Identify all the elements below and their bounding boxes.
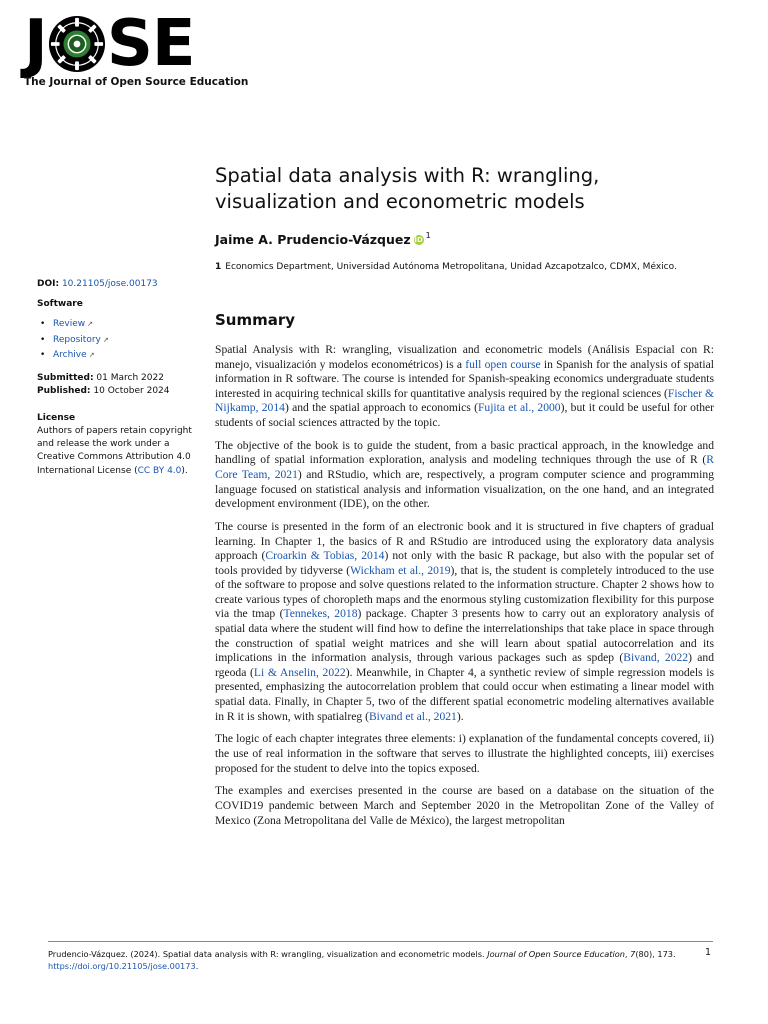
author-line (215, 232, 431, 247)
paper-title: Spatial data analysis with R: wrangling, visualization and econometric models (215, 164, 600, 213)
citation-link[interactable]: Bivand et al., 2021 (368, 709, 457, 723)
citation-link[interactable]: Fischer & Nijkamp, 2014 (215, 386, 715, 415)
sidebar (37, 278, 207, 478)
doi-label: DOI: (37, 279, 60, 289)
license-label: License (37, 412, 76, 423)
list-item (53, 348, 207, 364)
paragraph: The examples and exercises presented in the course are based on a database on the situation of the COVID19 pandemic between March and September 2020 in the Metropolitan Zone of the Valley of Mexico (Zona Metropolitana del Valle de México), the largest metropolitan (215, 784, 714, 827)
paragraph: The logic of each chapter integrates three elements: i) explanation of the fundamental concepts covered, ii) the use of real information in the software that serves to illustrate the highlighted concepts, iii) exercises proposed for the student to delve into the topics exposed. (215, 732, 714, 775)
summary-body (215, 343, 714, 836)
footer-divider (48, 941, 713, 942)
citation-link[interactable]: Tennekes, 2018 (283, 607, 358, 621)
dates (37, 372, 207, 398)
citation-link[interactable]: Croarkin & Tobias, 2014 (265, 549, 385, 563)
license-link[interactable]: CC BY 4.0 (137, 465, 182, 476)
citation-link[interactable]: full open course (465, 357, 541, 371)
paragraph: The objective of the book is to guide the student, from a basic practical approach, in the knowledge and handling of spatial information exploration, analysis and modeling techniques through the use of R (R Core Team, 2021) and RStudio, which are, respectively, a program computer science and programming language focused on statistical analysis and information visualization, on the one hand, and an integrated development environment (IDE), on the other. (215, 438, 714, 511)
author-affiliation-marker: 1 (425, 231, 431, 240)
paragraph: Spatial Analysis with R: wrangling, visualization and econometric models (Análisis Espacial con R: manejo, visualización y modelos econométricos) is a full open course in Spanish for the analysis of spatial information in R software. The course is intended for Spanish-speaking economics undergraduate students interested in acquiring technical skills for quantitative analysis required by the regional sciences (Fischer & Nijkamp, 2014) and the spatial approach to economics (Fujita et al., 2000), but it could be useful for other students of social sciences attracted by the topic. (215, 343, 715, 429)
section-heading-summary: Summary (215, 311, 296, 329)
software-links (37, 317, 207, 364)
footer-volume: 7 (630, 949, 636, 959)
footer-doi-link[interactable]: https://doi.org/10.21105/jose.00173 (48, 961, 196, 971)
doi-row (37, 278, 207, 291)
orcid-icon[interactable]: iD (414, 235, 423, 244)
logo-letters-se: SE (106, 7, 195, 81)
external-link-icon: ↗ (88, 351, 95, 359)
author-name[interactable]: Jaime A. Prudencio-Vázquez (215, 232, 411, 247)
citation-link[interactable]: Fujita et al., 2000 (477, 401, 561, 415)
logo-letter-j: J (24, 7, 47, 81)
published-date: 10 October 2024 (93, 385, 170, 396)
journal-logo (24, 7, 249, 88)
citation-link[interactable]: Li & Anselin, 2022 (253, 665, 346, 679)
submitted-date: 01 March 2022 (96, 372, 164, 383)
journal-name: The Journal of Open Source Education (24, 76, 249, 88)
software-label: Software (37, 299, 83, 309)
review-link[interactable]: Review (53, 319, 86, 329)
archive-link[interactable]: Archive (53, 350, 87, 360)
published-row (37, 385, 207, 398)
list-item (53, 317, 207, 333)
footer-journal: Journal of Open Source Education (487, 949, 625, 959)
citation-link[interactable]: R Core Team, 2021 (215, 453, 714, 481)
affiliation (215, 262, 677, 272)
page-number: 1 (705, 947, 712, 958)
footer-citation: Prudencio-Vázquez. (2024). Spatial data analysis with R: wrangling, visualization and econometric models. Journal of Open Source Education, 7(80), 173. https://doi.org/10.21105/jose.00173. (48, 949, 676, 971)
doi-link[interactable]: 10.21105/jose.00173 (61, 279, 158, 289)
published-label: Published: (37, 385, 91, 396)
external-link-icon: ↗ (87, 320, 93, 328)
submitted-label: Submitted: (37, 372, 94, 383)
affiliation-text: Economics Department, Universidad Autónoma Metropolitana, Unidad Azcapotzalco, CDMX, México. (225, 262, 677, 272)
affiliation-number: 1 (215, 262, 222, 272)
external-link-icon: ↗ (102, 335, 109, 344)
citation-link[interactable]: Bivand, 2022 (623, 651, 689, 665)
license-text: Authors of papers retain copyright and release the work under a Creative Commons Attribution 4.0 International License (CC BY 4.0). (37, 425, 192, 476)
submitted-row (37, 372, 207, 385)
citation-link[interactable]: Wickham et al., 2019 (350, 563, 451, 577)
jose-logo-icon (48, 15, 106, 73)
repository-link[interactable]: Repository (53, 334, 101, 345)
list-item (53, 333, 207, 349)
paragraph: The course is presented in the form of an electronic book and it is structured in five chapters of gradual learning. In Chapter 1, the basics of R and RStudio are introduced using the exploratory data analysis approach (Croarkin & Tobias, 2014) not only with the basic R package, but also with the popular set of tools provided by tidyverse (Wickham et al., 2019), that is, the student is completely introduced to the use of the software to propose and solve questions related to the information structure. Chapter 2 shows how to create various types of choropleth maps and the enormous styling customization flexibility for this purpose via the tmap (Tennekes, 2018) package. Chapter 3 presents how to carry out an exploratory analysis of spatial data where the student will find how to define the interrelationships that take place in space through the construction of spatial weight matrices and she will learn about spatial autocorrelation and its implications in the information analysis, through various packages such as spdep (Bivand, 2022) and rgeoda (Li & Anselin, 2022). Meanwhile, in Chapter 4, a synthetic review of simple regression models is presented, emphasizing the autocorrelation problem that could occur when estimating a linear model with spatial data. Finally, in Chapter 5, two of the different spatial econometric modeling alternatives available in R it is shown, with spatialreg (Bivand et al., 2021). (215, 519, 715, 723)
